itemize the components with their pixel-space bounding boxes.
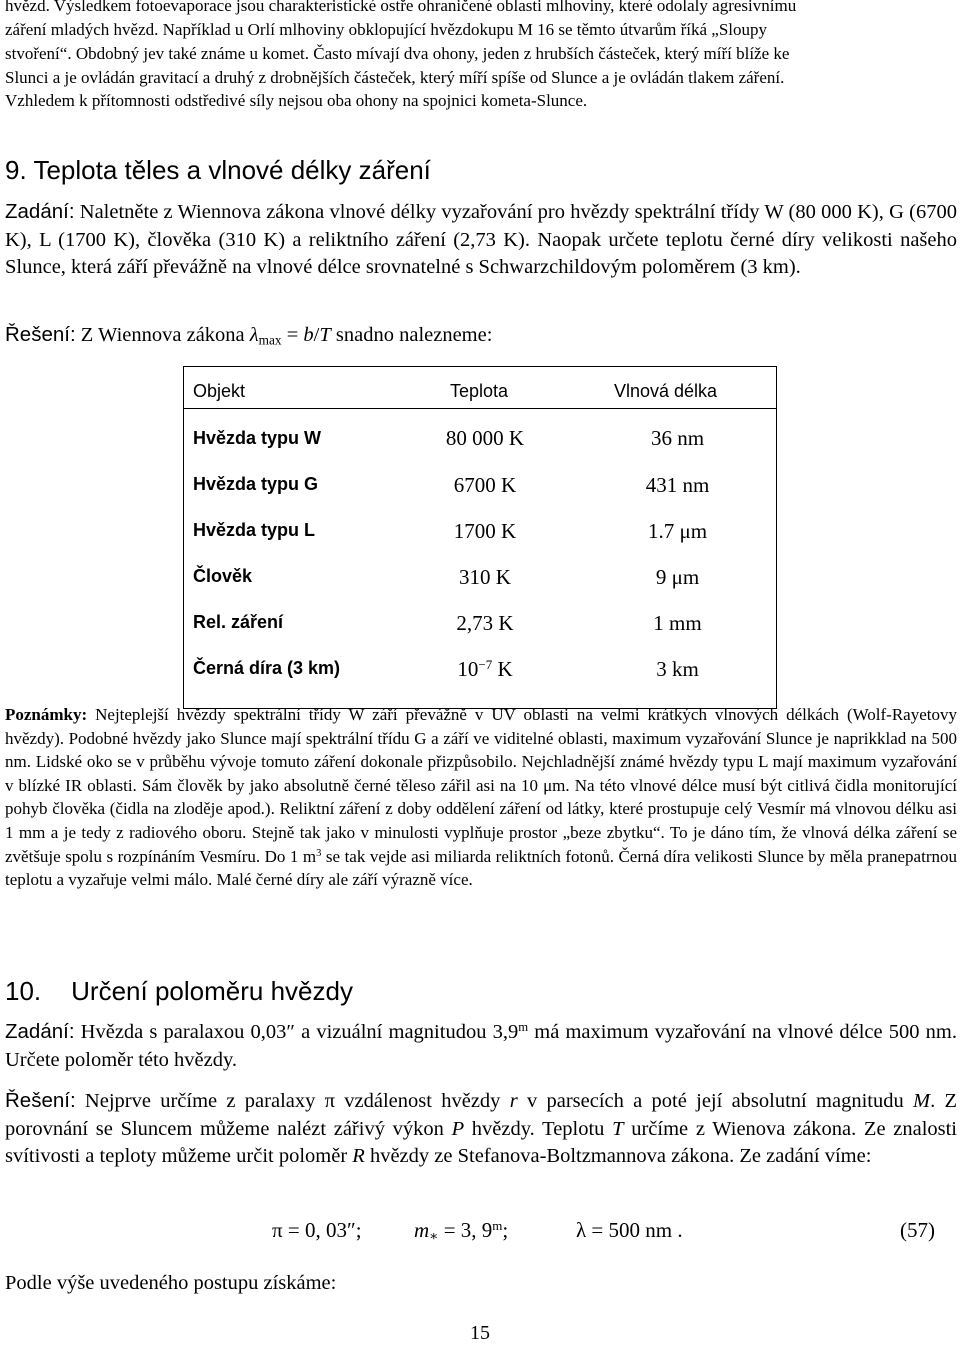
intro-line-5: Vzhledem k přítomnosti odstředivé síly nejsou oba ohony na spojnici kometa-Slunce.: [5, 91, 588, 110]
row-5-object: Rel. záření: [193, 612, 284, 632]
followup-text: Podle výše uvedeného postupu získáme:: [5, 1272, 337, 1294]
assignment-label-10: Zadání:: [5, 1020, 75, 1043]
section-9-heading: 9. Teplota těles a vlnové délky záření: [5, 155, 431, 185]
row-6-temp-exponent: −7: [478, 656, 493, 672]
section-10-number: 10.: [5, 976, 42, 1006]
equation-number: (57): [900, 1218, 935, 1242]
solution-pre: Z Wiennova zákona: [75, 324, 250, 346]
assignment-label: Zadání:: [5, 200, 75, 223]
table-header-temperature: Teplota: [450, 381, 509, 401]
row-5-wavelength: 1 mm: [653, 611, 702, 635]
solution-10-part-6: určíme z Wienova zákona. Ze znalosti svítivosti a teploty můžeme určit poloměr: [5, 1117, 958, 1167]
table-header-wavelength: Vlnová délka: [614, 381, 718, 401]
row-6-temp-base: 10: [457, 657, 479, 681]
p-symbol: P: [451, 1117, 465, 1140]
intro-line-2: záření mladých hvězd. Například u Orlí mlhoviny obklopující hvězdokupu M 16 se těmto útvarům říká „Sloupy: [5, 20, 768, 39]
section-10-solution: [5, 1087, 957, 1171]
row-1-object: Hvězda typu W: [193, 428, 322, 448]
t-symbol-10: T: [612, 1117, 624, 1140]
intro-line-1: hvězd. Výsledkem fotoevaporace jsou charakteristické ostře ohraničené oblasti mlhoviny, které odolaly agresivnímu: [5, 0, 797, 15]
solution-10-part-4: . Z porovnání se Sluncem můžeme nalézt zářivý výkon: [5, 1090, 958, 1140]
m-symbol: M: [913, 1090, 931, 1112]
table-header-object: Objekt: [193, 381, 246, 401]
solution-10-part-2: vzdálenost hvězdy: [335, 1090, 510, 1112]
solution-10-part-5: hvězdy. Teplotu: [464, 1117, 613, 1140]
m-star-value: = 3, 9: [438, 1218, 493, 1242]
section-10-heading: [5, 976, 353, 1007]
intro-line-4: Slunci a je ovládán gravitací a druhý z drobnějších částeček, který míří spíše od Slunce a je ovládán tlakem záření.: [5, 68, 785, 87]
row-3-temperature: 1700 K: [453, 519, 517, 543]
solution-10-part-7: hvězdy ze Stefanova-Boltzmannova zákona. Ze zadání víme:: [364, 1145, 872, 1167]
intro-line-3: stvoření“. Obdobný jev také známe u komet. Často mívají dva ohony, jeden z hrubších částeček, který míří blíže ke: [5, 44, 790, 63]
notes-label: Poznámky:: [5, 705, 88, 724]
row-1-wavelength: 36 nm: [650, 426, 705, 450]
section-9-solution: [5, 321, 957, 350]
m-star-superscript: m: [492, 1217, 503, 1233]
row-4-temperature: 310 K: [459, 565, 511, 589]
t-symbol: T: [319, 324, 331, 346]
notes-text-1: Nejteplejší hvězdy spektrální třídy W září převážně v UV oblasti na velmi krátkých vlnových délkách (Wolf-Rayetovy hvězdy). Podobné hvězdy jako Slunce mají spektrální třídu G a září ve viditelné oblasti, maximum vyzařování Slunce je naprikklad na 500 nm. Lidské oko se v průběhu vývoje tomuto záření dokonale přizpůsobilo. Nejchladnější známé hvězdy typu L mají maximum vyzařování v blízké IR oblasti. Sám člověk by jako absolutně černé těleso zářil asi na 10 μm. Na této vlnové délce musí být citlivá čidla monitorující pohyb člověka (čidla na zloděje apod.). Reliktní záření z doby oddělení záření od látky, které prostupuje celý Vesmír má vlnovou délku asi 1 mm a je tedy z radiového oboru. Stejně tak jako v minulosti vyplňuje prostor „beze zbytku“. To je dáno tím, že vlnová délka záření se zvětšuje spolu s rozpínáním Vesmíru. Do 1 m: [5, 705, 957, 866]
m-star-subscript: ∗: [429, 1228, 439, 1244]
solution-post: snadno nalezneme:: [330, 324, 493, 346]
pi-symbol: π: [324, 1090, 336, 1112]
lambda-subscript: max: [258, 332, 282, 348]
notes-text-2: se tak vejde asi miliarda reliktních fotonů. Černá díra velikosti Slunce by měla pranepatrnou teplotu a vyzařuje velmi málo. Malé černé díry ale září výrazně více.: [5, 846, 957, 890]
b-symbol: b: [303, 324, 314, 346]
equation-magnitude: [414, 1218, 508, 1243]
m-star-end: ;: [502, 1218, 509, 1242]
section-10-title: Určení poloměru hvězdy: [71, 976, 353, 1006]
solution-label: Řešení:: [5, 323, 76, 346]
row-6-temp-unit: K: [492, 657, 513, 681]
magnitude-superscript: m: [518, 1020, 529, 1035]
row-6-temperature: [405, 657, 565, 682]
solution-eq: =: [281, 324, 304, 346]
row-3-wavelength: 1.7 μm: [647, 519, 708, 543]
row-4-wavelength: 9 μm: [655, 565, 700, 589]
solution-10-part-1: Nejprve určíme z paralaxy: [75, 1090, 325, 1112]
assignment-text: Naletněte z Wiennova zákona vlnové délky vyzařování pro hvězdy spektrální třídy W (80 000 K), G (6700 K), L (1700 K), člověka (310 K) a reliktního záření (2,73 K). Naopak určete teplotu černé díry velikosti našeho Slunce, která září převážně na vlnové délce srovnatelné s Schwarzchildovým poloměrem (3 km).: [5, 201, 957, 278]
row-2-wavelength: 431 nm: [645, 473, 710, 497]
assignment-10-pre: Hvězda s paralaxou 0,03″ a vizuální magnitudou 3,9: [74, 1021, 519, 1043]
equation-pi: π = 0, 03″;: [272, 1218, 362, 1242]
table-header-divider: [183, 408, 777, 409]
solution-10-part-3: v parsecích a poté její absolutní magnitudu: [517, 1090, 913, 1112]
row-2-object: Hvězda typu G: [193, 474, 319, 494]
row-6-object: Černá díra (3 km): [193, 658, 341, 678]
row-4-object: Člověk: [193, 566, 253, 586]
r-upper-symbol: R: [352, 1145, 365, 1167]
m-star-symbol: m: [414, 1218, 430, 1242]
row-1-temperature: 80 000 K: [445, 426, 525, 450]
equation-lambda: λ = 500 nm .: [576, 1218, 683, 1242]
section-10-assignment: [5, 1018, 957, 1074]
assignment-10-post: má maximum vyzařování na vlnové délce 500 nm. Určete poloměr této hvězdy.: [5, 1021, 957, 1071]
notes-paragraph: [5, 703, 957, 892]
row-3-object: Hvězda typu L: [193, 520, 316, 540]
section-9-assignment: [5, 198, 957, 282]
row-5-temperature: 2,73 K: [456, 611, 514, 635]
row-2-temperature: 6700 K: [453, 473, 517, 497]
r-symbol: r: [509, 1090, 518, 1112]
page-number: 15: [470, 1322, 490, 1344]
notes-superscript: 3: [316, 847, 322, 859]
solution-label-10: Řešení:: [5, 1089, 76, 1112]
slash: /: [313, 324, 320, 346]
lambda-symbol: λ: [249, 324, 259, 346]
row-6-wavelength: 3 km: [656, 657, 699, 681]
